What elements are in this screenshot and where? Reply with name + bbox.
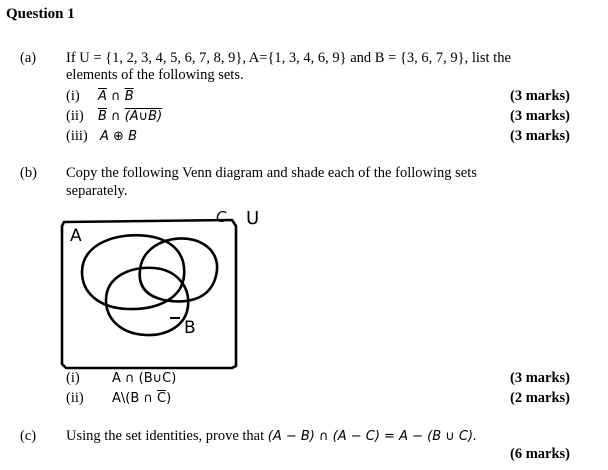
part-b-item-ii-expr (112, 391, 171, 406)
intersection-symbol: ∩ (106, 109, 125, 124)
part-c-prompt: Using the set identities, prove that (66, 428, 268, 444)
part-b-label: (b) (20, 165, 37, 181)
part-a-item-iii-num: (iii) (66, 128, 88, 144)
part-b-item-i-num: (i) (66, 370, 80, 386)
venn-label-c: C (216, 208, 227, 226)
part-b-item-i-marks: (3 marks) (509, 370, 570, 386)
part-b-intro-line2: separately. (66, 183, 128, 199)
part-a-item-ii-marks: (3 marks) (509, 108, 570, 124)
venn-label-b: B (184, 318, 196, 338)
set-b: B (128, 129, 137, 144)
intersection-symbol: ∩ (106, 89, 125, 104)
symmetric-difference-symbol: ⊕ (108, 129, 129, 144)
part-a-item-iii-marks: (3 marks) (509, 128, 570, 144)
part-c-marks: (6 marks) (509, 446, 570, 462)
part-a-intro-line1: If U = {1, 2, 3, 4, 5, 6, 7, 8, 9}, A={1, 3, 4, 6, 9} and B = {3, 6, 7, 9}, list the (66, 50, 511, 66)
complement-a: $\overline{A}$ (98, 89, 107, 104)
set-a: A (100, 129, 109, 144)
complement-b: $\overline{B}$ (124, 89, 134, 104)
part-a-item-i-num: (i) (66, 88, 80, 104)
expr-suffix: ) (166, 391, 172, 406)
part-a-item-i-marks: (3 marks) (509, 88, 570, 104)
question-title: Question 1 (6, 6, 75, 22)
part-a-item-ii-num: (ii) (66, 108, 84, 124)
part-b-item-i-expr: A ∩ (B∪C) (112, 371, 177, 386)
part-c-text (66, 428, 477, 445)
complement-c: $\overline{C}$ (157, 391, 167, 406)
venn-label-a: A (70, 226, 82, 246)
part-b-item-ii-num: (ii) (66, 390, 84, 406)
complement-b: $\overline{B}$ (98, 109, 107, 124)
venn-label-u: U (246, 208, 260, 229)
part-b-item-ii-marks: (2 marks) (509, 390, 570, 406)
part-b-intro-line1: Copy the following Venn diagram and shade each of the following sets (66, 165, 477, 181)
part-a-intro-line2: elements of the following sets. (66, 67, 244, 83)
complement-a-union-b: (A∪B) (124, 109, 163, 124)
part-c-identity: (A − B) ∩ (A − C) = A − (B ∪ C). (267, 429, 478, 444)
part-c-label: (c) (20, 428, 37, 444)
expr-prefix: A\(B ∩ (112, 391, 158, 406)
part-a-label: (a) (20, 50, 37, 66)
